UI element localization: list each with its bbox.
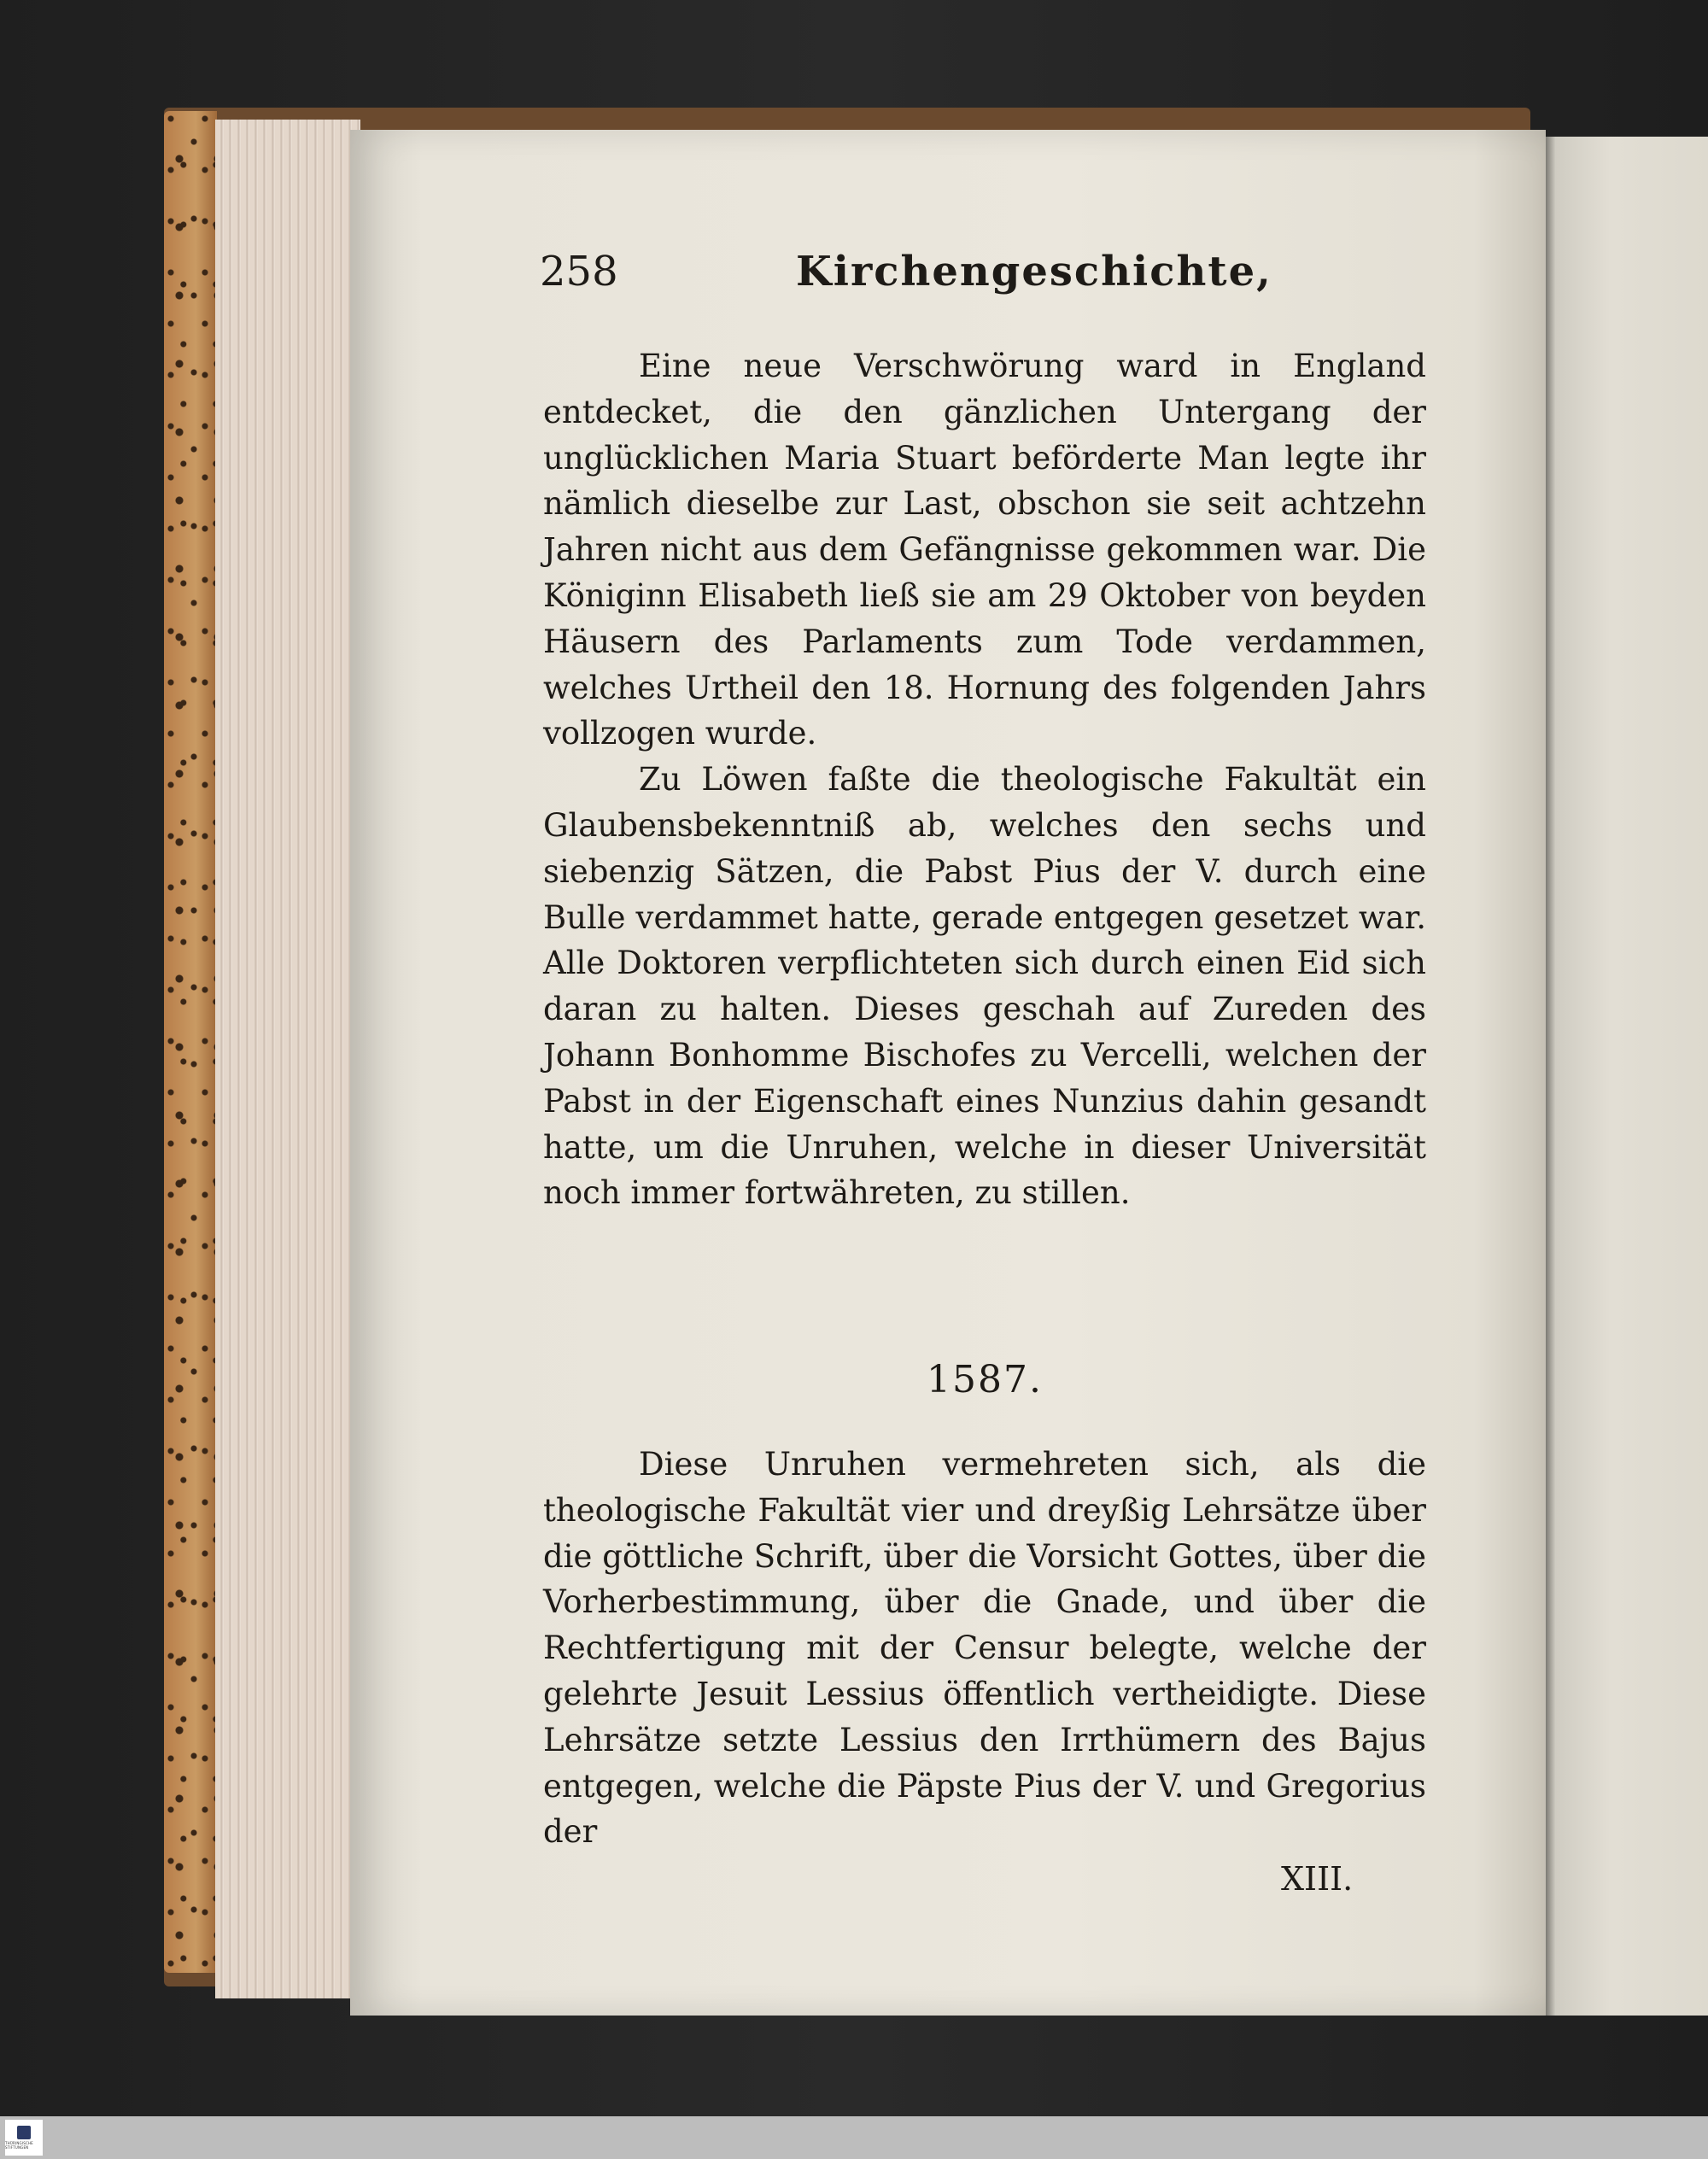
paragraph: Eine neue Verschwörung ward in England entdecket, die den gänzlichen Untergang der unglücklichen Maria Stuart beförderte Man legte ihr nämlich dieselbe zur Last, obschon sie seit achtzehn Jahren nicht aus dem Gefängnisse gekommen war. Die Königinn Elisabeth ließ sie am 29 Oktober von beyden Häusern des Parlaments zum Tode verdammen, welches Urtheil den 18. Hornung des folgenden Jahrs vollzogen wurde. bbox=[543, 348, 1426, 752]
text-block-2 bbox=[543, 1442, 1426, 1855]
text-block-1 bbox=[543, 343, 1426, 1216]
page-number: 258 bbox=[540, 248, 618, 295]
facing-page bbox=[1546, 137, 1708, 2016]
book-edge bbox=[164, 111, 217, 1973]
paragraph: Diese Unruhen vermehreten sich, als die theologische Fakultät vier und dreyßig Lehrsätze über die göttliche Schrift, über die Vorsicht Gottes, über die Vorherbestimmung, über die Gnade, und über die Rechtfertigung mit der Censur belegte, welche der gelehrte Jesuit Lessius öffentlich vertheidigte. Diese Lehrsätze setzte Lessius den Irrthümern des Bajus entgegen, welche die Päpste Pius der V. und Gregorius der bbox=[543, 1446, 1426, 1851]
page-stack bbox=[215, 120, 360, 1998]
paragraph: Zu Löwen faßte die theologische Fakultät ein Glaubensbekenntniß ab, welches den sechs und siebenzig Sätzen, die Pabst Pius der V. durch eine Bulle verdammet hatte, gerade entgegen gesetzet war. Alle Doktoren verpflichteten sich durch einen Eid sich daran zu halten. Dieses geschah auf Zureden des Johann Bonhomme Bischofes zu Vercelli, welchen der Pabst in der Eigenschaft eines Nunzius dahin gesandt hatte, um die Unruhen, welche in dieser Universität noch immer fortwähreten, zu stillen. bbox=[543, 761, 1426, 1212]
library-logo-icon bbox=[17, 2126, 31, 2139]
viewer-footer-bar bbox=[0, 2116, 1708, 2159]
library-logo bbox=[5, 2120, 43, 2156]
library-logo-text: THÜRINGISCHE STIFTUNGEN bbox=[5, 2141, 33, 2150]
year-heading: 1587. bbox=[927, 1358, 1043, 1401]
page-header bbox=[540, 248, 1428, 307]
running-head: Kirchengeschichte, bbox=[796, 248, 1272, 295]
catchword: XIII. bbox=[1281, 1860, 1354, 1898]
